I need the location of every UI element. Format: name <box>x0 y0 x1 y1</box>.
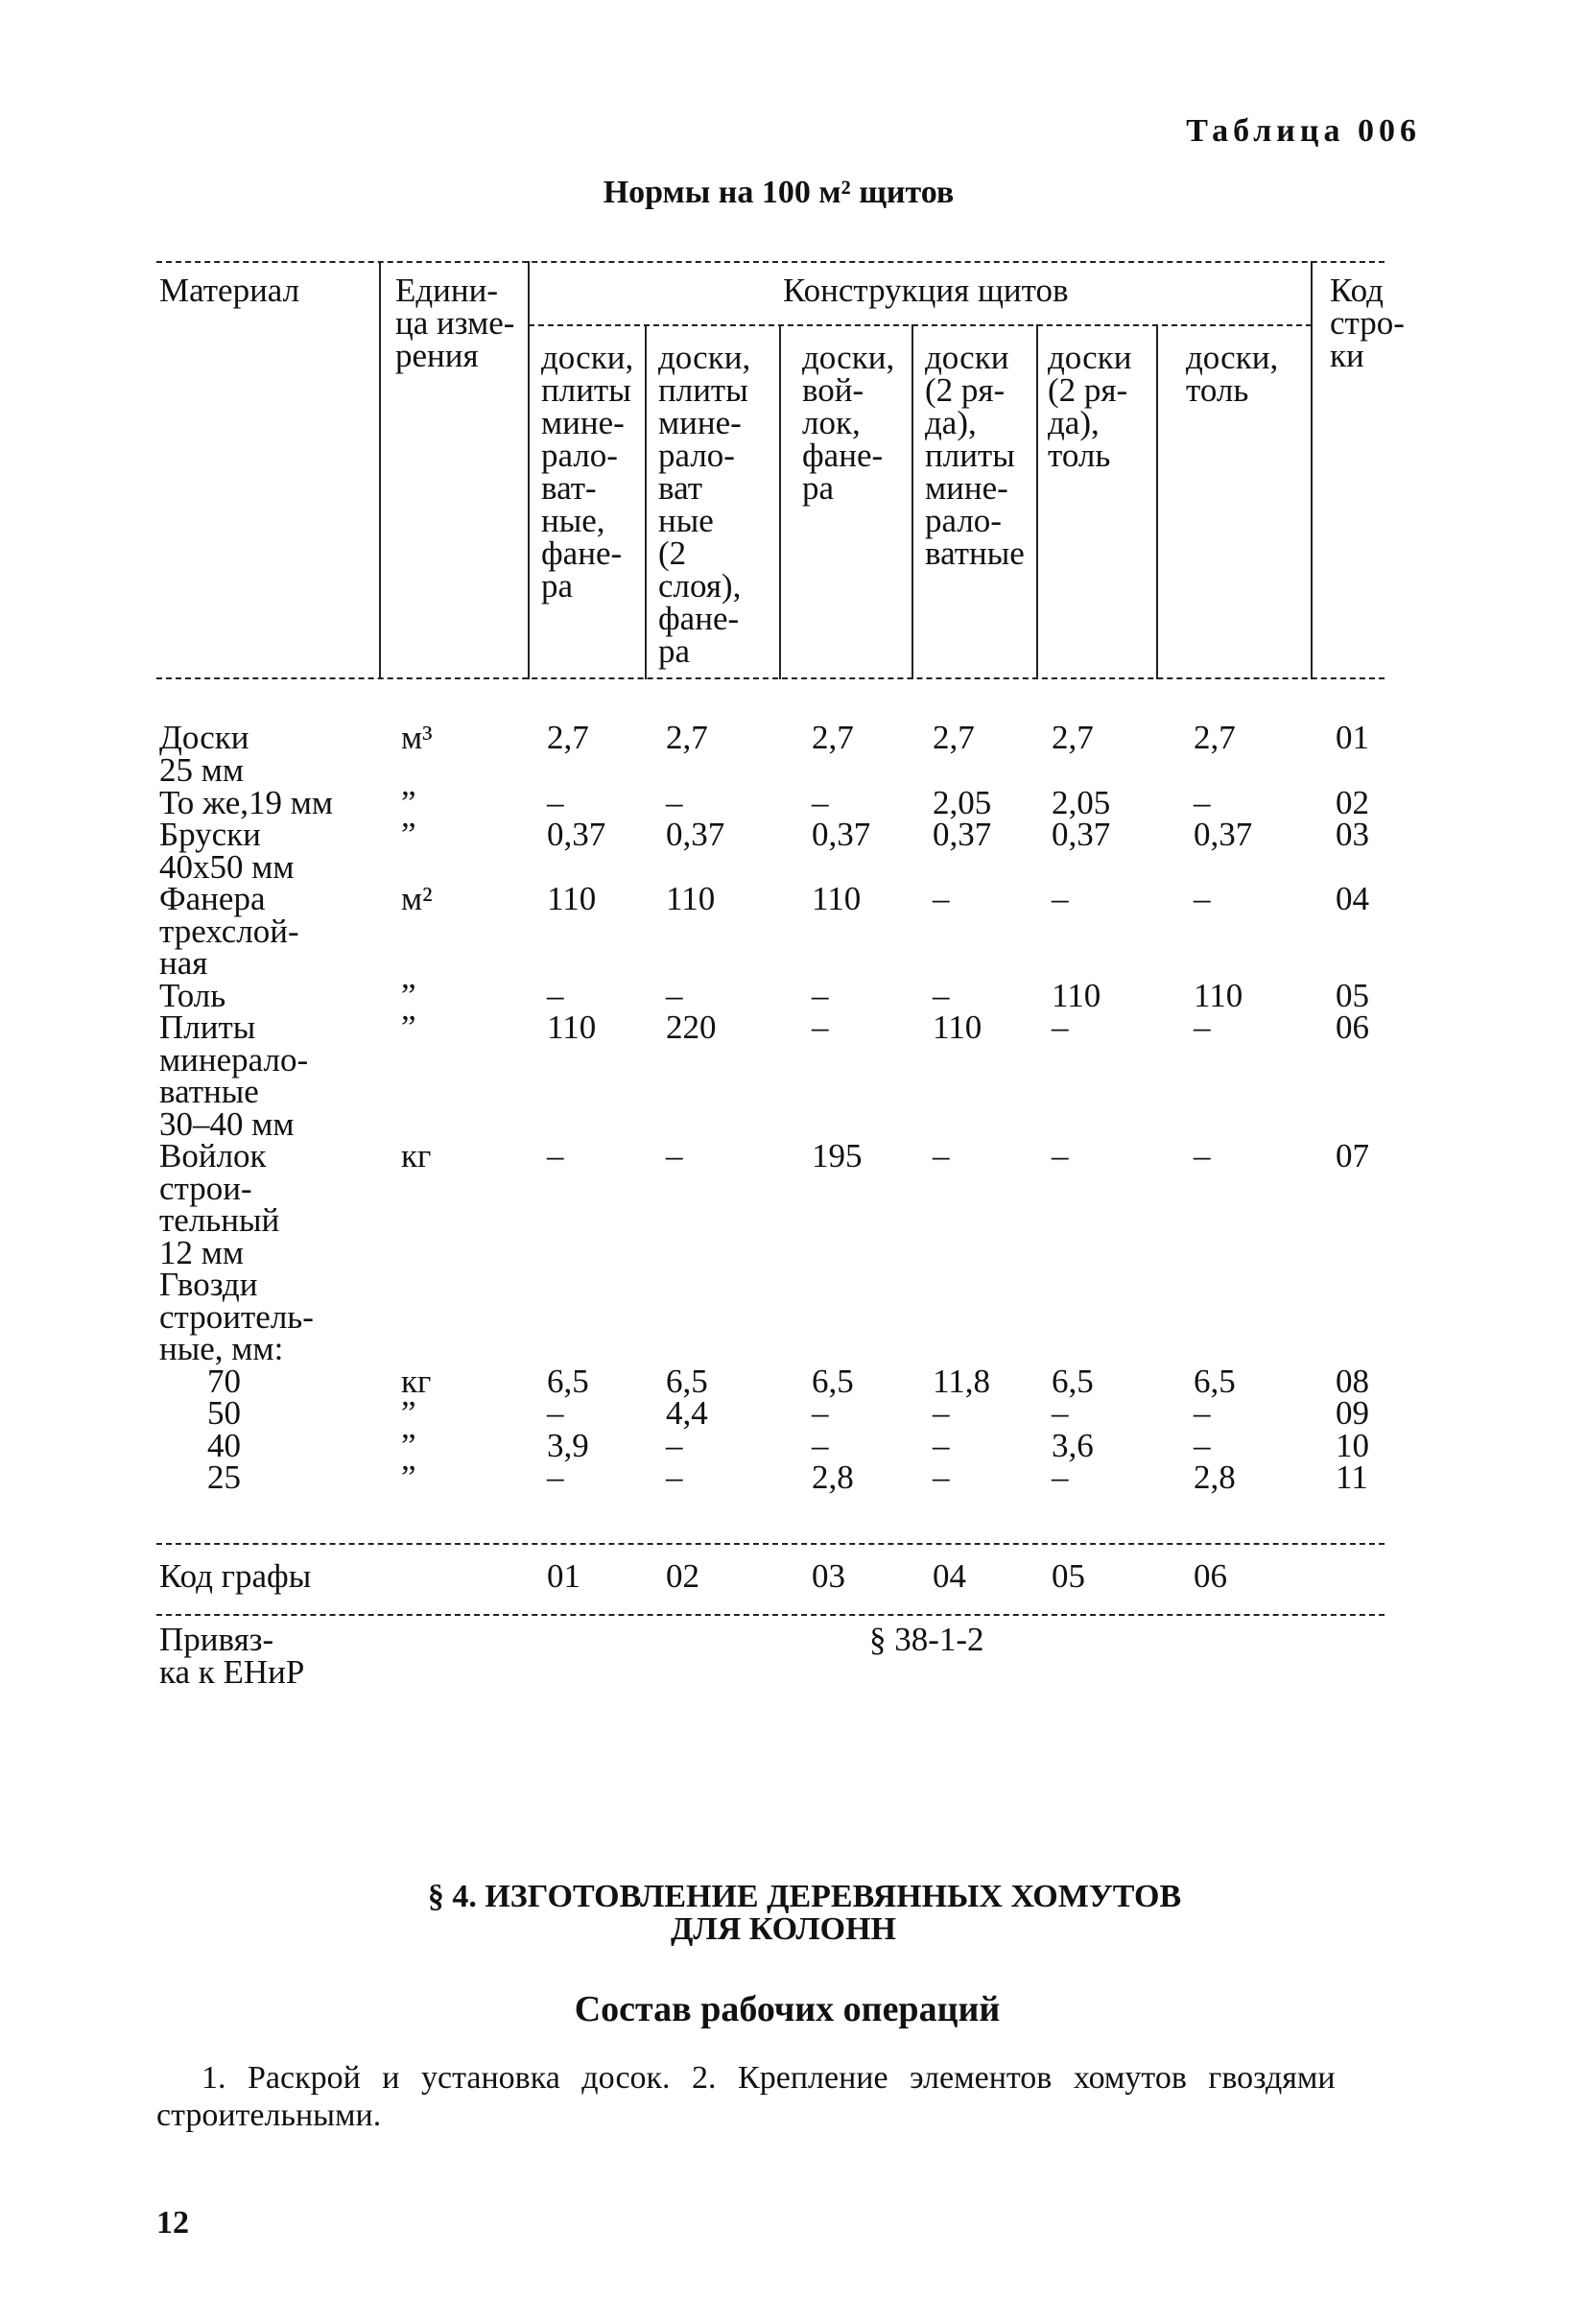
value-r6-c6: – <box>1194 1008 1211 1046</box>
binding-label: Привяз- ка к ЕНиР <box>159 1621 305 1691</box>
vline-col5 <box>1036 324 1038 679</box>
value-r3-c4: 0,37 <box>933 816 992 853</box>
value-r3-c2: 0,37 <box>666 816 725 853</box>
unit-r6: ” <box>401 1008 416 1046</box>
value-r2-c2: – <box>666 784 683 821</box>
material-bruski: Бруски 40х50 мм <box>159 816 295 886</box>
header-col-2: доски, плиты мине- рало- ват ные (2 слоя), фане- ра <box>658 339 751 670</box>
value-r6-c3: – <box>812 1008 829 1046</box>
value-r5-c4: – <box>933 977 950 1014</box>
value-r9-c3: 6,5 <box>812 1363 854 1400</box>
vline-code <box>1311 261 1313 679</box>
unit-r4: м² <box>401 880 433 917</box>
vline-construction <box>528 261 530 679</box>
paragraph-line-2: строительными. <box>156 2098 382 2133</box>
material-gvozdi-50: 50 <box>207 1394 241 1432</box>
value-r11-c1: 3,9 <box>547 1427 589 1464</box>
value-r12-c4: – <box>933 1458 950 1496</box>
value-r9-c4: 11,8 <box>933 1363 990 1400</box>
value-r2-c4: 2,05 <box>933 784 992 821</box>
value-r2-c1: – <box>547 784 564 821</box>
material-gvozdi: Гвозди строитель- ные, мм: <box>159 1266 314 1368</box>
value-r3-c6: 0,37 <box>1194 816 1253 853</box>
unit-r11: ” <box>401 1427 416 1464</box>
value-r10-c3: – <box>812 1394 829 1432</box>
code-r11: 10 <box>1336 1427 1369 1464</box>
value-r10-c5: – <box>1052 1394 1069 1432</box>
header-col-5: доски (2 ря- да), толь <box>1048 339 1132 474</box>
vline-col3 <box>779 324 781 679</box>
code-r1: 01 <box>1336 719 1369 756</box>
value-r7-c3: 195 <box>812 1137 863 1174</box>
material-tol: Толь <box>159 977 226 1014</box>
code-r3: 03 <box>1336 816 1369 853</box>
column-code-1: 01 <box>547 1557 580 1595</box>
column-code-3: 03 <box>812 1557 845 1595</box>
value-r7-c6: – <box>1194 1137 1211 1174</box>
column-code-5: 05 <box>1052 1557 1085 1595</box>
section-title-line-1: § 4. ИЗГОТОВЛЕНИЕ ДЕРЕВЯННЫХ ХОМУТОВ <box>427 1879 1182 1914</box>
value-r4-c1: 110 <box>547 880 597 917</box>
code-r2: 02 <box>1336 784 1369 821</box>
column-code-6: 06 <box>1194 1557 1227 1595</box>
value-r1-c5: 2,7 <box>1052 719 1094 756</box>
value-r10-c4: – <box>933 1394 950 1432</box>
table-label: Таблица 006 <box>1186 113 1421 149</box>
code-r4: 04 <box>1336 880 1369 917</box>
value-r11-c3: – <box>812 1427 829 1464</box>
value-r4-c3: 110 <box>812 880 862 917</box>
value-r10-c1: – <box>547 1394 564 1432</box>
code-r12: 11 <box>1336 1458 1368 1496</box>
material-gvozdi-25: 25 <box>207 1458 241 1496</box>
paragraph-line-1: 1. Раскрой и установка досок. 2. Крепление элементов хомутов гвоздями <box>201 2060 1336 2096</box>
codes-bottom-rule <box>156 1614 1385 1616</box>
unit-r3: ” <box>401 816 416 853</box>
vline-col2 <box>645 324 647 679</box>
value-r12-c6: 2,8 <box>1194 1458 1236 1496</box>
value-r11-c2: – <box>666 1427 683 1464</box>
code-r6: 06 <box>1336 1008 1369 1046</box>
value-r5-c6: 110 <box>1194 977 1243 1014</box>
value-r6-c5: – <box>1052 1008 1069 1046</box>
value-r7-c4: – <box>933 1137 950 1174</box>
value-r12-c1: – <box>547 1458 564 1496</box>
code-r5: 05 <box>1336 977 1369 1014</box>
value-r9-c6: 6,5 <box>1194 1363 1236 1400</box>
value-r5-c2: – <box>666 977 683 1014</box>
column-code-label: Код графы <box>159 1557 312 1595</box>
value-r5-c1: – <box>547 977 564 1014</box>
value-r3-c1: 0,37 <box>547 816 606 853</box>
material-doski: Доски 25 мм <box>159 719 249 789</box>
code-r9: 08 <box>1336 1363 1369 1400</box>
material-voilok: Войлок строи- тельный 12 мм <box>159 1137 280 1271</box>
table-title: Нормы на 100 м² щитов <box>603 175 955 210</box>
material-fanera: Фанера трехслой- ная <box>159 880 299 983</box>
value-r6-c1: 110 <box>547 1008 597 1046</box>
value-r9-c2: 6,5 <box>666 1363 708 1400</box>
value-r11-c5: 3,6 <box>1052 1427 1094 1464</box>
value-r12-c2: – <box>666 1458 683 1496</box>
value-r2-c6: – <box>1194 784 1211 821</box>
unit-r7: кг <box>401 1137 432 1174</box>
header-construction: Конструкция щитов <box>783 272 1069 309</box>
value-r1-c1: 2,7 <box>547 719 589 756</box>
subsection-title: Состав рабочих операций <box>574 1989 1001 2029</box>
vline-col6 <box>1156 324 1158 679</box>
header-unit: Едини- ца изме- рения <box>395 272 515 374</box>
value-r12-c3: 2,8 <box>812 1458 854 1496</box>
value-r6-c2: 220 <box>666 1008 717 1046</box>
header-col-3: доски, вой- лок, фане- ра <box>802 339 895 507</box>
table-top-rule <box>156 261 1385 263</box>
column-code-4: 04 <box>933 1557 966 1595</box>
value-r7-c1: – <box>547 1137 564 1174</box>
code-r10: 09 <box>1336 1394 1369 1432</box>
value-r2-c5: 2,05 <box>1052 784 1111 821</box>
material-gvozdi-40: 40 <box>207 1427 241 1464</box>
value-r5-c5: 110 <box>1052 977 1101 1014</box>
value-r1-c6: 2,7 <box>1194 719 1236 756</box>
unit-r9: кг <box>401 1363 432 1400</box>
value-r1-c4: 2,7 <box>933 719 975 756</box>
value-r10-c6: – <box>1194 1394 1211 1432</box>
value-r4-c6: – <box>1194 880 1211 917</box>
codes-top-rule <box>156 1543 1385 1545</box>
value-r7-c5: – <box>1052 1137 1069 1174</box>
header-col-4: доски (2 ря- да), плиты мине- рало- ватные <box>925 339 1025 572</box>
value-r1-c3: 2,7 <box>812 719 854 756</box>
unit-r10: ” <box>401 1394 416 1432</box>
header-col-1: доски, плиты мине- рало- ват- ные, фане- ра <box>541 339 634 605</box>
unit-r1: м³ <box>401 719 433 756</box>
value-r7-c2: – <box>666 1137 683 1174</box>
unit-r2: ” <box>401 784 416 821</box>
value-r4-c2: 110 <box>666 880 716 917</box>
header-bottom-rule <box>156 677 1385 679</box>
unit-r5: ” <box>401 977 416 1014</box>
value-r11-c4: – <box>933 1427 950 1464</box>
value-r10-c2: 4,4 <box>666 1394 708 1432</box>
value-r12-c5: – <box>1052 1458 1069 1496</box>
value-r6-c4: 110 <box>933 1008 982 1046</box>
column-code-2: 02 <box>666 1557 699 1595</box>
header-code: Код стро- ки <box>1330 272 1405 374</box>
value-r4-c5: – <box>1052 880 1069 917</box>
value-r3-c5: 0,37 <box>1052 816 1111 853</box>
material-gvozdi-70: 70 <box>207 1363 241 1400</box>
header-col-6: доски, толь <box>1186 339 1279 409</box>
value-r11-c6: – <box>1194 1427 1211 1464</box>
value-r5-c3: – <box>812 977 829 1014</box>
value-r9-c5: 6,5 <box>1052 1363 1094 1400</box>
header-material: Материал <box>159 272 300 309</box>
binding-value: § 38-1-2 <box>869 1621 984 1658</box>
code-r7: 07 <box>1336 1137 1369 1174</box>
unit-r12: ” <box>401 1458 416 1496</box>
value-r1-c2: 2,7 <box>666 719 708 756</box>
value-r9-c1: 6,5 <box>547 1363 589 1400</box>
value-r3-c3: 0,37 <box>812 816 871 853</box>
value-r2-c3: – <box>812 784 829 821</box>
value-r4-c4: – <box>933 880 950 917</box>
section-title-line-2: ДЛЯ КОЛОНН <box>670 1911 896 1947</box>
page-number: 12 <box>156 2205 189 2241</box>
vline-col4 <box>911 324 913 679</box>
vline-unit <box>379 261 381 679</box>
material-plity: Плиты минерало- ватные 30–40 мм <box>159 1008 309 1143</box>
material-to-zhe: То же,19 мм <box>159 784 334 821</box>
